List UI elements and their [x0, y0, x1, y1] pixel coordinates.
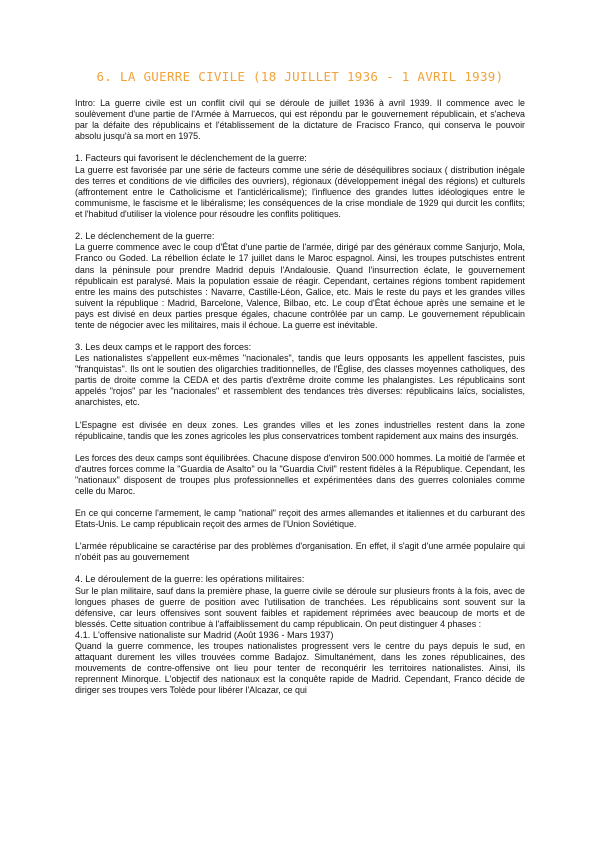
section-paragraph: L'armée républicaine se caractérise par des problèmes d'organisation. En effet, il s'agit d'une armée populaire qui n'obéit pas au gouvernement	[75, 540, 525, 562]
section-paragraph: La guerre est favorisée par une série de facteurs comme une série de déséquilibres sociaux ( distribution inégale des terres et conditions de vie difficiles des ouvriers), régionaux (développement inégal des régions) et culturels (affrontement entre le Catholicisme et l'anticléricalisme); l'influence des grandes luttes idéologiques entre le communisme, le fascisme et le libéralisme; les conséquences de la crise mondiale de 1929 qui durcit les conflits; et l'habitud d'utiliser la violence pour résoudre les conflits politiques.	[75, 164, 525, 219]
subsection-paragraph: Quand la guerre commence, les troupes nationalistes progressent vers le centre du pays depuis le sud, en attaquant durement les villes trouvées comme Badajoz. Simultanément, dans les zones républicaines, des mouvements de contre-offensive ont lieu pour tenter de reconquérir les territoires nationalistes. Ainsi, ils reprennent Minorque. L'objectif des nationaux est la conquête rapide de Madrid. Cependant, Franco décide de diriger ses troupes vers Tolède pour libérer l'Alcazar, ce qui	[75, 641, 525, 696]
section-heading: 2. Le déclenchement de la guerre:	[75, 230, 215, 241]
document-title: 6. LA GUERRE CIVILE (18 JUILLET 1936 - 1 AVRIL 1939)	[96, 69, 504, 84]
section-heading: 4. Le déroulement de la guerre: les opérations militaires:	[75, 574, 305, 584]
section-paragraph: L'Espagne est divisée en deux zones. Les grandes villes et les zones industrielles restent dans la zone républicaine, tandis que les zones agricoles les plus conservatrices tombent rapidement aux mains des insurgés.	[75, 419, 525, 441]
section-paragraph: Les nationalistes s'appellent eux-mêmes "nacionales", tandis que leurs opposants les appellent fascistes, puis "franquistas". Ils ont le soutien des oligarchies traditionnelles, de l'Église, des classes moyennes catholiques, des partis de droite comme la CEDA et des partis d'extrême droite comme les phalangistes. Les républicains sont appelés "rojos" par les "nacionales" et rassemblent des tendances très diverses: républicains laïcs, socialistes, anarchistes, etc.	[75, 353, 525, 408]
section-3	[75, 342, 525, 563]
section-paragraph: En ce qui concerne l'armement, le camp "national" reçoit des armes allemandes et italiennes et du carburant des Etats-Unis. Le camp républicain reçoit des armes de l'Union Soviétique.	[75, 507, 525, 529]
intro-paragraph: Intro: La guerre civile est un conflit civil qui se déroule de juillet 1936 à avril 1939. Il commence avec le soulèvement d'une partie de l'Armée à Marruecos, qui est répondu par le gouvernement républicain, et s'acheva par la défaite des républicains et l'établissement de la dictature de Fracisco Franco, qui conserva le pouvoir absolu jusqu'à sa mort en 1975.	[75, 98, 525, 142]
section-2	[75, 231, 525, 331]
section-paragraph: Les forces des deux camps sont équilibrées. Chacune dispose d'environ 500.000 hommes. La moitié de l'armée et d'autres forces comme la "Guardia de Asalto" ou la "Guardia Civil" restent fidèles à la République. Cependant, les "nationaux" disposent de troupes plus professionnelles et expérimentées dans des guerres coloniales comme celle du Maroc.	[75, 452, 525, 496]
section-paragraph: Sur le plan militaire, sauf dans la première phase, la guerre civile se déroule sur plusieurs fronts à la fois, avec de longues phases de guerre de position avec l'utilisation de tranchées. Les républicains sont souvent sur la défensive, car leurs offensives sont souvent faibles et rapidement réprimées avec beaucoup de morts et de blessés. Cette situation contribue à l'affaiblissement du camp républicain. On peut distinguer 4 phases :	[75, 585, 525, 629]
section-1	[75, 153, 525, 220]
subsection-heading: 4.1. L'offensive nationaliste sur Madrid (Août 1936 - Mars 1937)	[75, 629, 334, 640]
section-4	[75, 574, 525, 696]
section-paragraph: La guerre commence avec le coup d'État d'une partie de l'armée, dirigé par des généraux comme Sanjurjo, Mola, Franco ou Goded. La rébellion éclate le 17 juillet dans le Maroc espagnol. Ainsi, les troupes putschistes entrent dans la péninsule pour prendre Madrid depuis l'Andalousie. Quand l'insurrection éclate, le gouvernement républicain est paralysé. Mais la population essaie de réagir. Cependant, certaines régions tombent rapidement entre les mains des putschistes : Navarre, Castille-Léon, Galice, etc. Mais le reste du pays et les grandes villes suivent la république : Madrid, Barcelone, Valence, Bilbao, etc. Le coup d'État échoue après une semaine et le pays est divisé en deux parties presque égales, chacune contrôlée par un camp. Le gouvernement républicain tente de négocier avec les militaires, mais il échoue. La guerre est inévitable.	[75, 242, 525, 330]
section-heading: 1. Facteurs qui favorisent le déclenchement de la guerre:	[75, 153, 307, 164]
section-heading: 3. Les deux camps et le rapport des forces:	[75, 341, 252, 352]
